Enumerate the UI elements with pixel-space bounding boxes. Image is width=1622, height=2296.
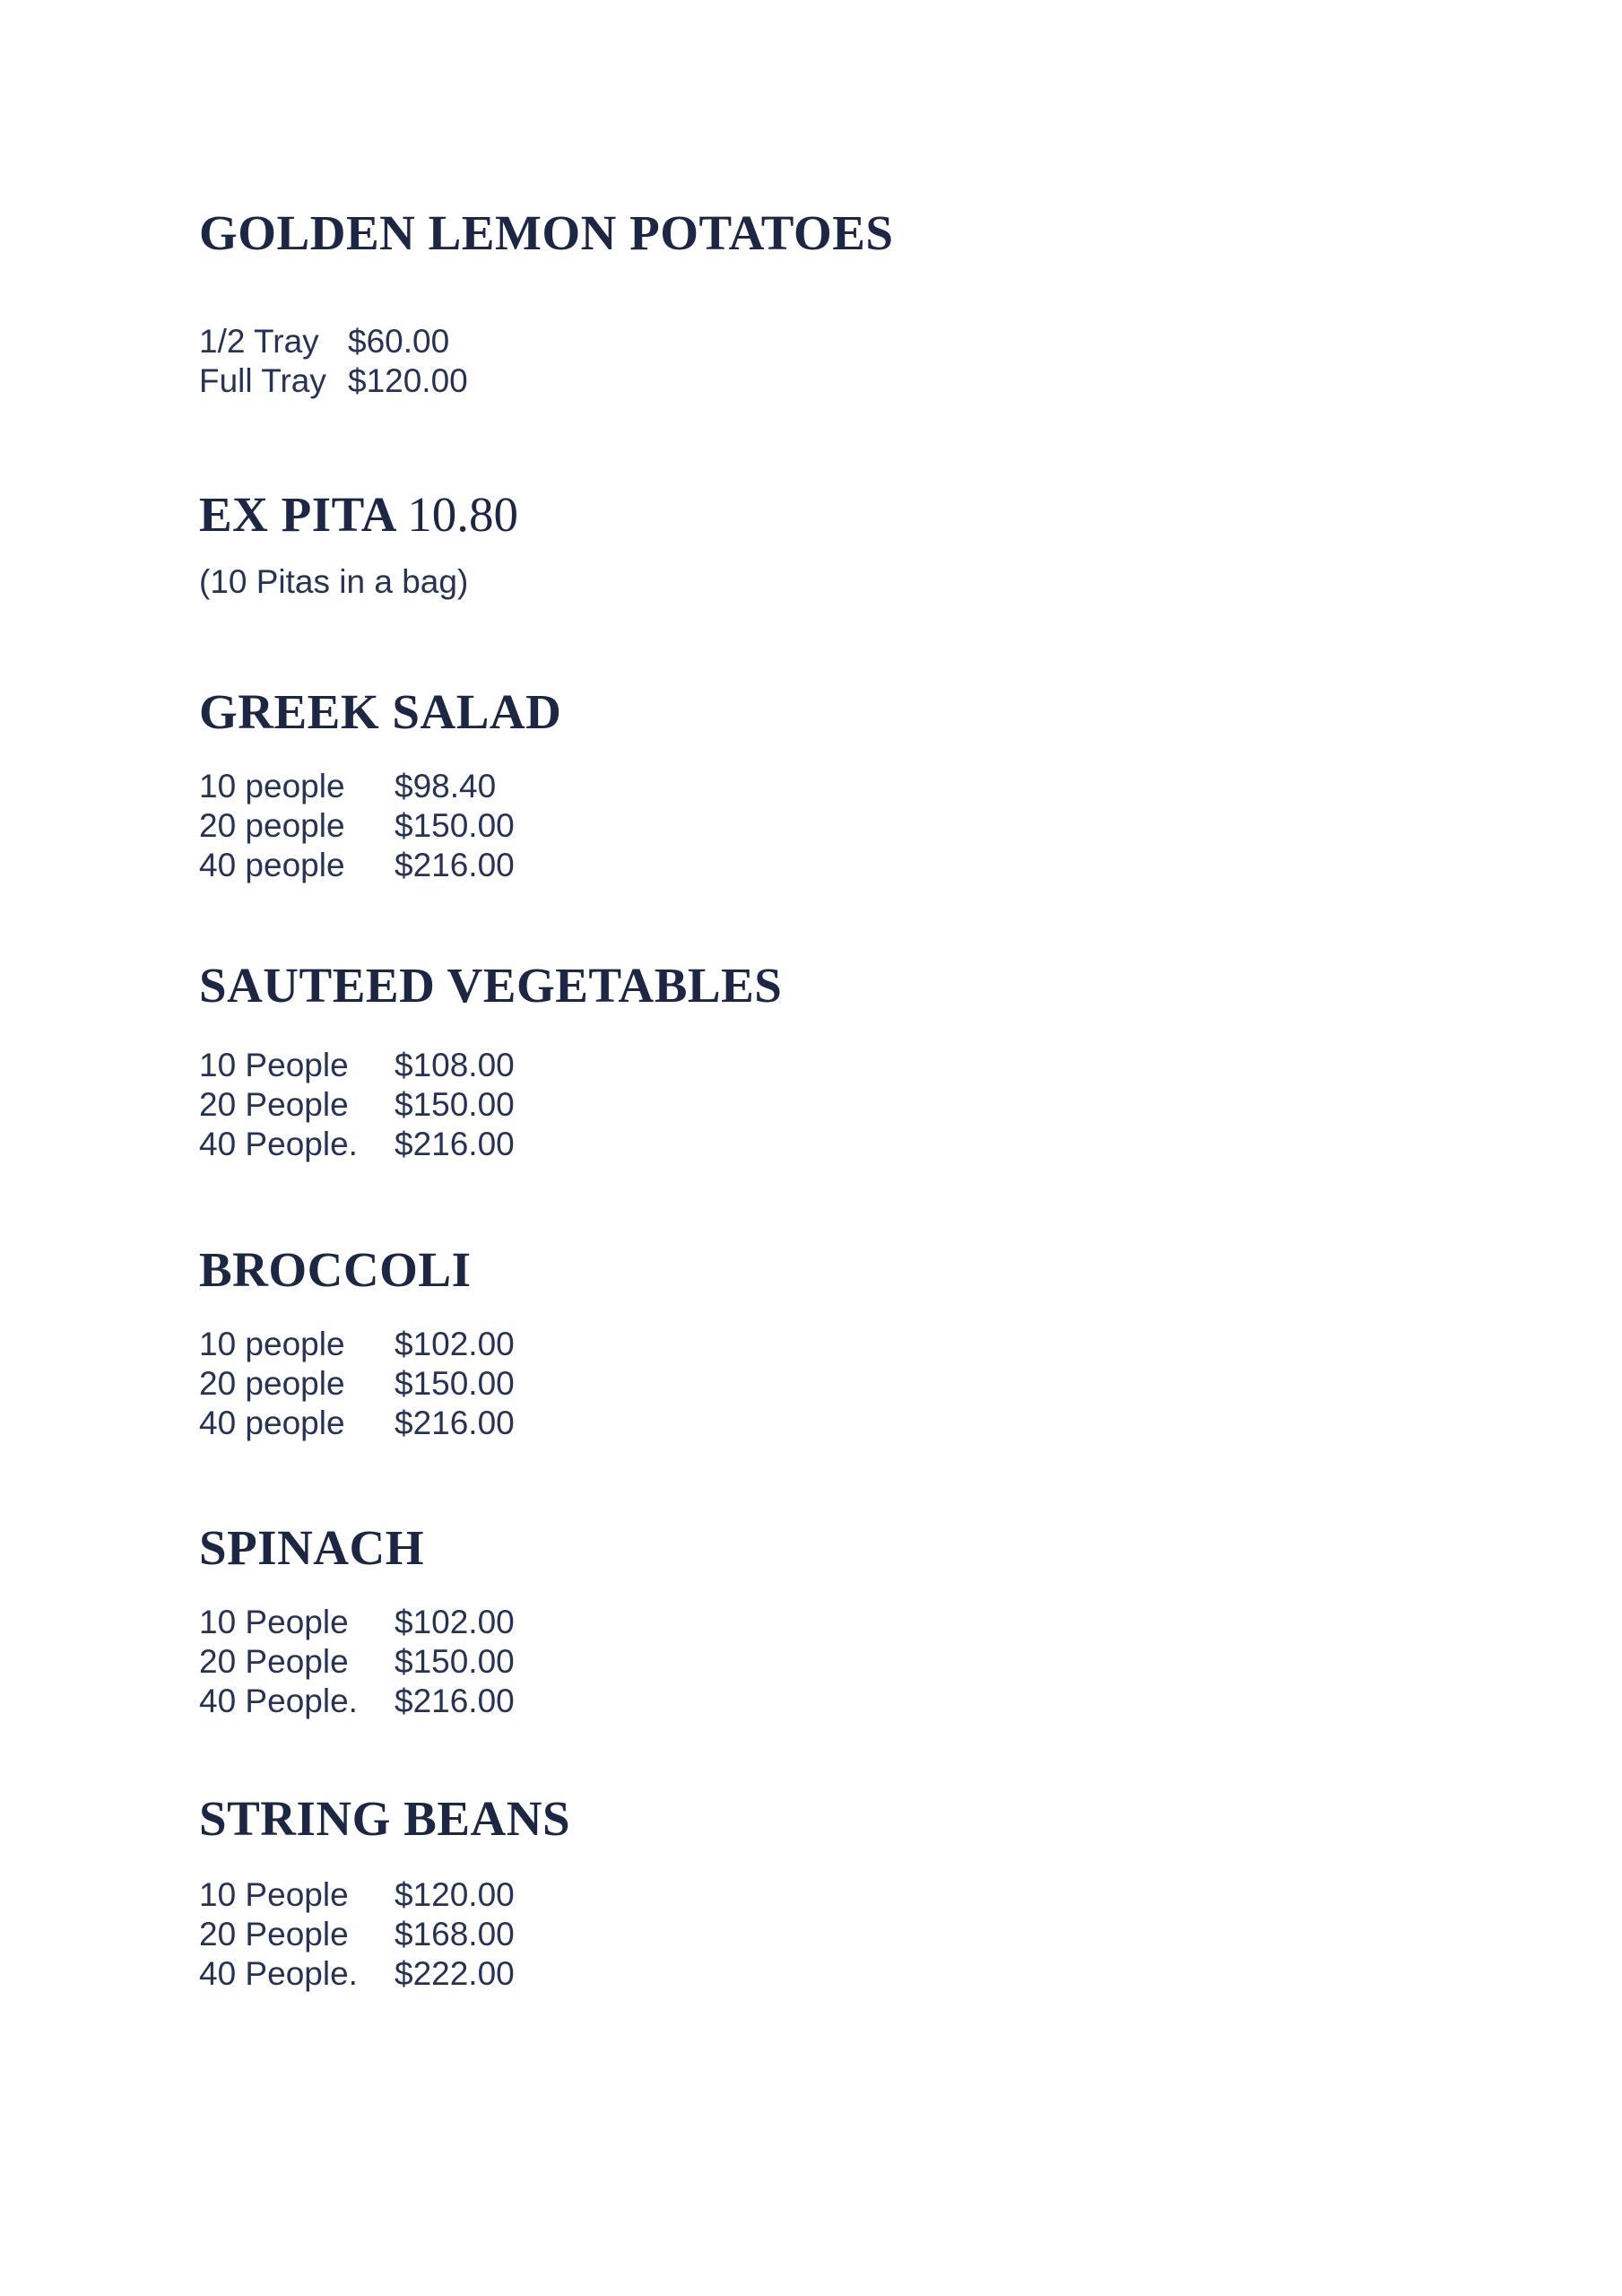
- section-title: [199, 487, 1568, 542]
- price-row: [199, 1085, 1568, 1125]
- section-title: [199, 958, 1568, 1013]
- price-value: $60.00: [348, 323, 450, 360]
- section-title-text: STRING BEANS: [199, 1791, 571, 1846]
- price-row: [199, 1682, 1568, 1721]
- price-row: [199, 1875, 1568, 1915]
- price-value: $150.00: [395, 1643, 515, 1680]
- serving-label: 10 people: [199, 768, 345, 804]
- section-title: [199, 684, 1568, 739]
- serving-label: Full Tray: [199, 362, 326, 399]
- price-value: $150.00: [395, 807, 515, 844]
- price-row: [199, 1325, 1568, 1364]
- price-row: [199, 1046, 1568, 1085]
- serving-label: 20 people: [199, 807, 345, 844]
- menu-section-sauteed-vegetables: [199, 958, 1568, 1164]
- section-title-text: BROCCOLI: [199, 1242, 472, 1297]
- price-list: [199, 1875, 1568, 1994]
- price-list: [199, 1603, 1568, 1721]
- price-row: [199, 846, 1568, 885]
- section-title-text: GREEK SALAD: [199, 684, 562, 739]
- menu-section-greek-salad: [199, 684, 1568, 885]
- serving-label: 10 people: [199, 1326, 345, 1362]
- section-title-price: 10.80: [407, 487, 518, 542]
- menu-section-broccoli: [199, 1242, 1568, 1443]
- serving-label: 1/2 Tray: [199, 323, 319, 360]
- price-value: $102.00: [395, 1326, 515, 1362]
- price-value: $108.00: [395, 1047, 515, 1083]
- price-row: [199, 322, 1568, 361]
- price-row: [199, 1642, 1568, 1682]
- serving-label: 10 People: [199, 1604, 349, 1640]
- serving-label: 40 People.: [199, 1683, 358, 1719]
- price-row: [199, 1404, 1568, 1443]
- serving-label: 20 People: [199, 1916, 349, 1952]
- section-title-text: GOLDEN LEMON POTATOES: [199, 205, 894, 260]
- section-title: [199, 205, 1568, 260]
- section-title: [199, 1520, 1568, 1575]
- price-value: $216.00: [395, 1405, 515, 1441]
- price-row: [199, 1915, 1568, 1954]
- price-value: $168.00: [395, 1916, 515, 1952]
- price-value: $216.00: [395, 1126, 515, 1162]
- menu-section-spinach: [199, 1520, 1568, 1721]
- serving-label: 20 People: [199, 1086, 349, 1123]
- serving-label: 40 People.: [199, 1955, 358, 1992]
- price-value: $120.00: [348, 362, 468, 399]
- price-list: [199, 1325, 1568, 1443]
- section-note: (10 Pitas in a bag): [199, 563, 469, 600]
- price-value: $120.00: [395, 1876, 515, 1913]
- section-title-text: SAUTEED VEGETABLES: [199, 958, 783, 1013]
- section-title: [199, 1242, 1568, 1297]
- serving-label: 20 people: [199, 1365, 345, 1402]
- serving-label: 40 People.: [199, 1126, 358, 1162]
- price-list: [199, 1046, 1568, 1164]
- menu-section-ex-pita: [199, 487, 1568, 602]
- price-value: $216.00: [395, 1683, 515, 1719]
- serving-label: 20 People: [199, 1643, 349, 1680]
- price-row: [199, 1364, 1568, 1404]
- price-row: [199, 1603, 1568, 1642]
- serving-label: 10 People: [199, 1876, 349, 1913]
- price-value: $102.00: [395, 1604, 515, 1640]
- price-value: $216.00: [395, 847, 515, 883]
- price-value: $150.00: [395, 1365, 515, 1402]
- price-list: [199, 322, 1568, 401]
- serving-label: 40 people: [199, 847, 345, 883]
- section-title: [199, 1791, 1568, 1846]
- price-row: [199, 1125, 1568, 1164]
- price-value: $98.40: [395, 768, 497, 804]
- price-row: [199, 806, 1568, 846]
- price-value: $222.00: [395, 1955, 515, 1992]
- price-list: [199, 767, 1568, 885]
- price-row: [199, 1954, 1568, 1994]
- menu-section-golden-lemon-potatoes: [199, 205, 1568, 401]
- section-title-text: SPINACH: [199, 1520, 425, 1575]
- serving-label: 40 people: [199, 1405, 345, 1441]
- section-title-text: EX PITA: [199, 487, 395, 542]
- price-row: [199, 767, 1568, 806]
- price-row: [199, 361, 1568, 401]
- serving-label: 10 People: [199, 1047, 349, 1083]
- menu-section-string-beans: [199, 1791, 1568, 1994]
- price-value: $150.00: [395, 1086, 515, 1123]
